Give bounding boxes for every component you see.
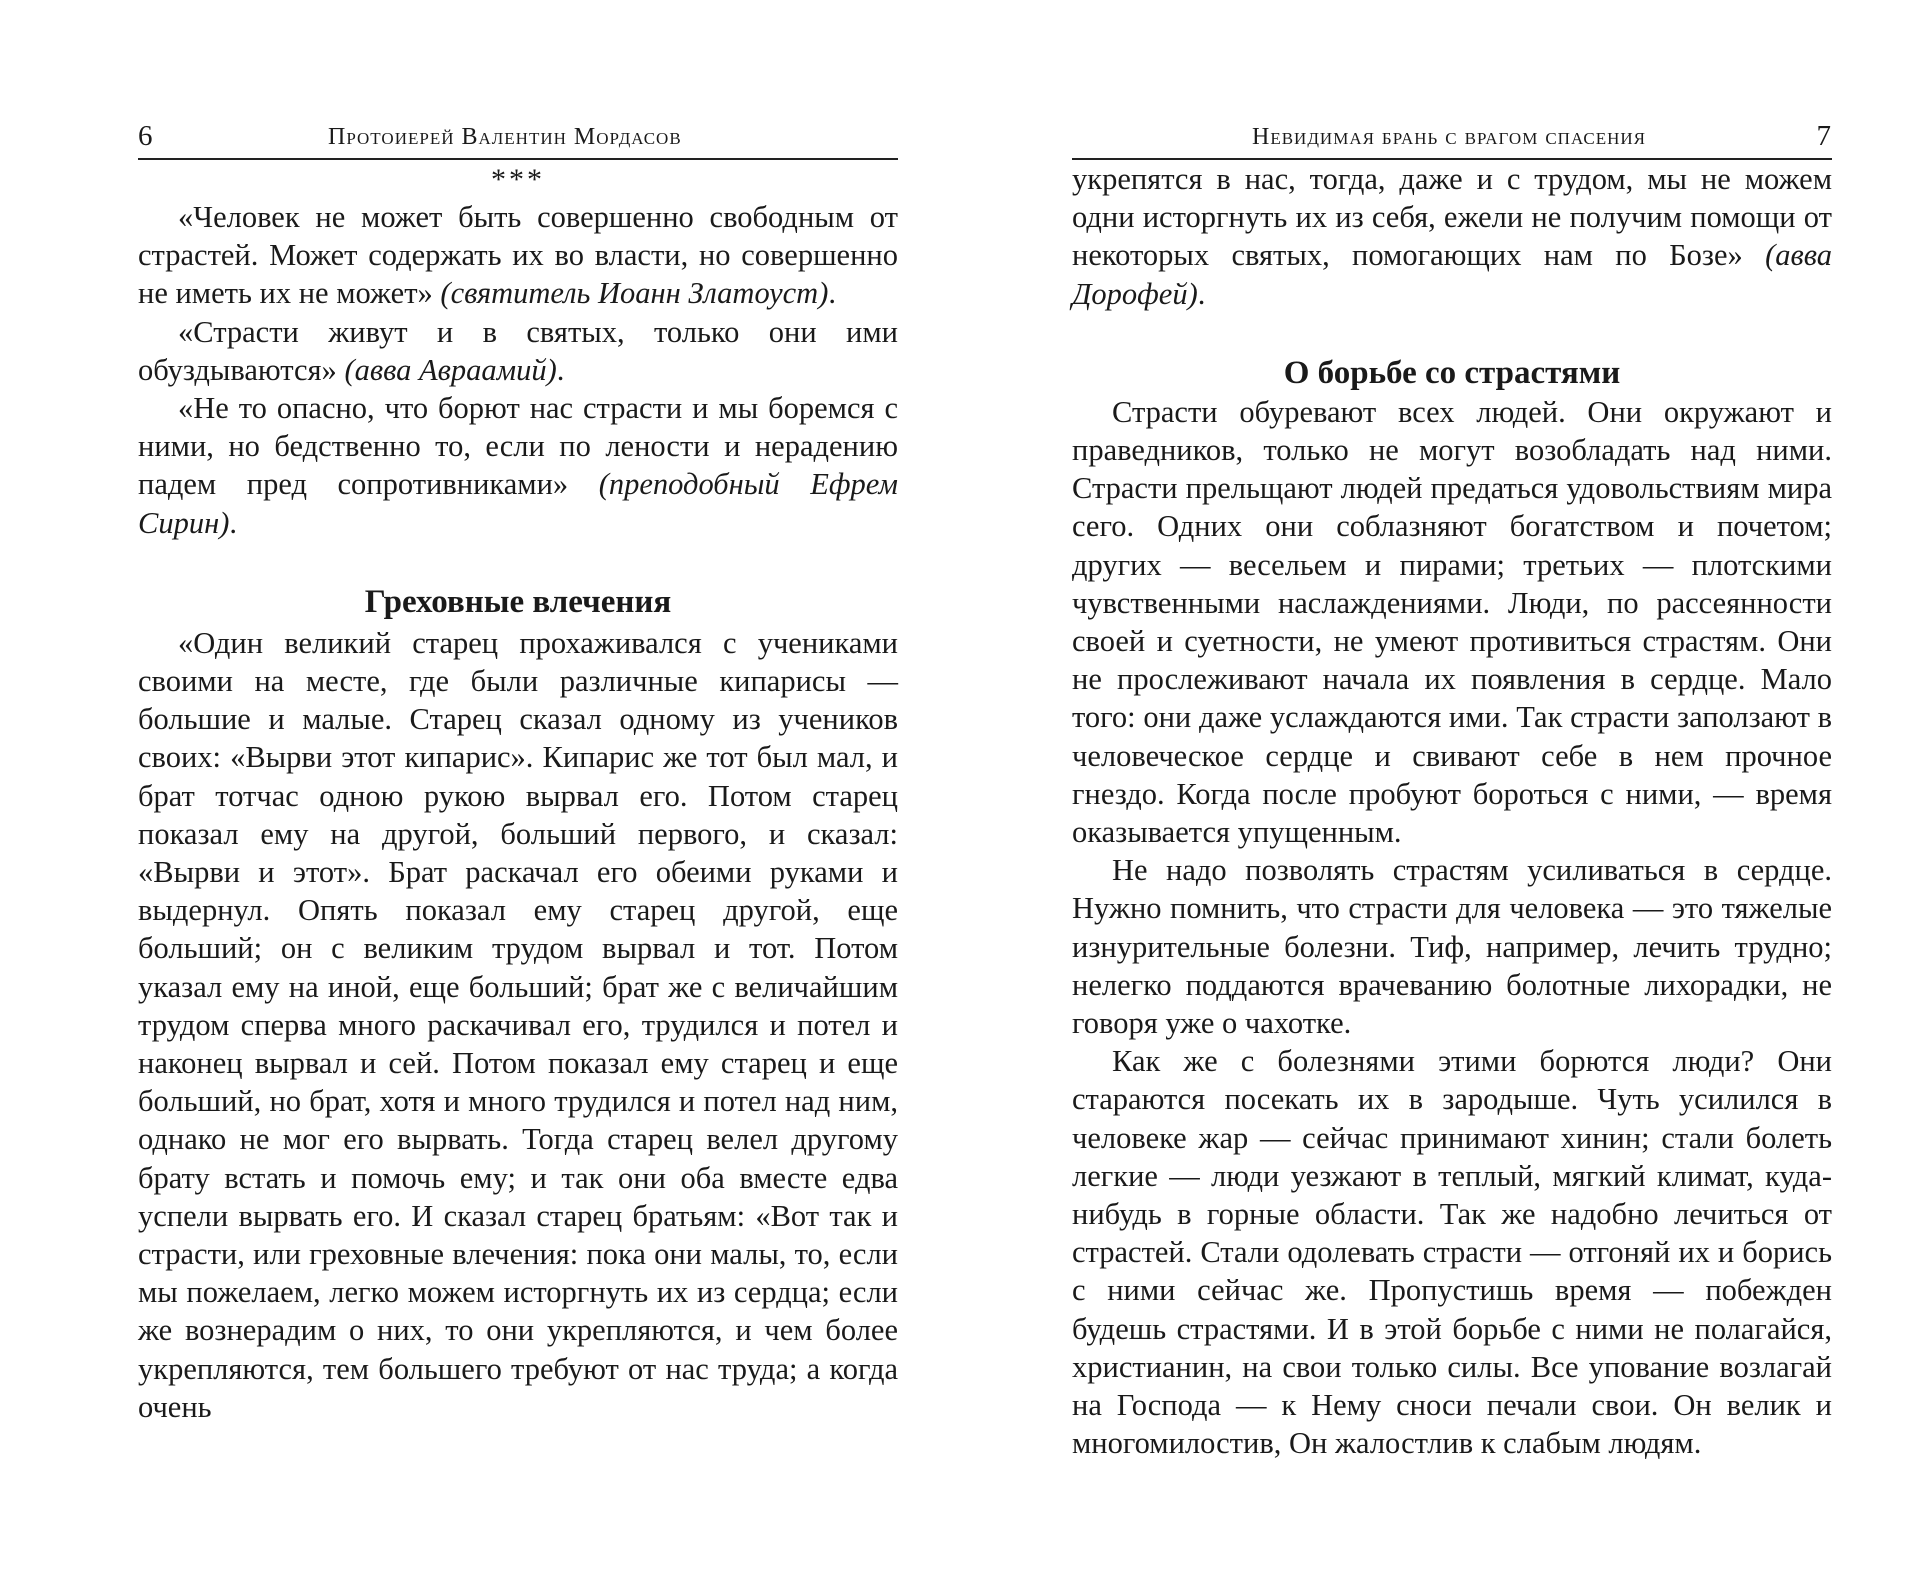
left-page-body <box>138 162 898 1426</box>
quote-source: (преподобный Ефрем Сирин) <box>138 467 898 540</box>
quote-source: (святитель Иоанн Златоуст) <box>440 276 829 311</box>
quote-paragraph: «Страсти живут и в святых, только они ими обуздываются» (авва Авраамий). <box>138 314 898 387</box>
quote-paragraph: «Не то опасно, что борют нас страсти и мы боремся с ними, но бедственно то, если по лености и нерадению падем пред сопротивниками» (преподобный Ефрем Сирин). <box>138 391 898 540</box>
continuation-paragraph: укрепятся в нас, тогда, даже и с трудом, мы не можем одни исторгнуть их из себя, ежели не получим помощи от некоторых святых, помогающих нам по Бозе» (авва Дорофей). <box>1072 162 1833 311</box>
quote-source: (авва Авраамий) <box>344 352 557 387</box>
left-page <box>138 118 898 1426</box>
quote-paragraph: «Человек не может быть совершенно свободным от страстей. Может содержать их во власти, но совершенно не иметь их не может» (святитель Иоанн Златоуст). <box>138 200 898 311</box>
page-number-right: 7 <box>1816 120 1832 152</box>
body-paragraph: Не надо позволять страстям усиливаться в сердце. Нужно помнить, что страсти для человека — это тяжелые изнурительные болезни. Тиф, например, лечить трудно; нелегко поддаются врачеванию болотные лихорадки, не говоря уже о чахотке. <box>1072 853 1832 1041</box>
left-page-header <box>138 118 898 160</box>
quote-text: «Не то опасно, что борют нас страсти и мы боремся с ними, но бедственно то, если по лености и нерадению падем пред сопротивниками» <box>138 391 898 502</box>
right-page-header <box>1072 118 1832 160</box>
quote-source: (авва Дорофей) <box>1072 238 1833 311</box>
page-number-left: 6 <box>138 120 154 152</box>
right-page-body <box>1072 160 1832 1463</box>
body-paragraph: Как же с болезнями этими борются люди? Они стараются посекать их в зародыше. Чуть усилился в человеке жар — сейчас принимают хинин; стали болеть легкие — люди уезжают в теплый, мягкий климат, куда-нибудь в горные области. Так же надобно лечиться от страстей. Стали одолевать страсти — отгоняй их и борись с ними сейчас же. Пропустишь время — побежден будешь страстями. И в этой борьбе с ними не полагайся, христианин, на свои только силы. Все упование возлагай на Господа — к Нему сноси печали свои. Он велик и многомилостив, Он жалостлив к слабым людям. <box>1072 1044 1832 1461</box>
quote-text: «Страсти живут и в святых, только они ими обуздываются» <box>138 314 898 387</box>
right-page <box>1072 118 1832 1463</box>
body-paragraph: Страсти обуревают всех людей. Они окружают и праведников, только не могут возобладать над ними. Страсти прельщают людей предаться удовольствиям мира сего. Одних они соблазняют богатством и почетом; других — весельем и пирами; третьих — плотскими чувственными наслаждениями. Люди, по рассеянности своей и суетности, не умеют противиться страстям. Они не прослеживают начала их появления в сердце. Мало того: они даже услаждаются ими. Так страсти заползают в человеческое сердце и свивают себе в нем прочное гнездо. Когда после пробуют бороться с ними, — время оказывается упущенным. <box>1072 394 1832 850</box>
quote-text: «Человек не может быть совершенно свободным от страстей. Может содержать их во власти, но совершенно не иметь их не может» <box>138 200 898 311</box>
section-heading-left: Греховные влечения <box>364 583 672 620</box>
quote-text: укрепятся в нас, тогда, даже и с трудом, мы не можем одни исторгнуть их из себя, ежели не получим помощи от некоторых святых, помогающих нам по Бозе» <box>1072 162 1832 273</box>
running-head-left: Протоиерей Валентин Мордасов <box>328 124 682 150</box>
running-head-right: Невидимая брань с врагом спасения <box>1252 124 1646 150</box>
section-separator: *** <box>491 163 545 196</box>
section-heading-right: О борьбе со страстями <box>1283 354 1621 391</box>
body-paragraph: «Один великий старец прохаживался с учениками своими на месте, где были различные кипарисы — большие и малые. Старец сказал одному из учеников своих: «Вырви этот кипарис». Кипарис же тот был мал, и брат тотчас одною рукою вырвал его. Потом старец показал ему на другой, больший первого, и сказал: «Вырви и этот». Брат раскачал его обеими руками и выдернул. Опять показал ему старец другой, еще больший; он с великим трудом вырвал и тот. Потом указал ему на иной, еще больший; брат же с величайшим трудом сперва много раскачивал его, трудился и потел и наконец вырвал и сей. Потом показал ему старец и еще больший, но брат, хотя и много трудился и потел над ним, однако не мог его вырвать. Тогда старец велел другому брату встать и помочь ему; и так они оба вместе едва успели вырвать его. И сказал старец братьям: «Вот так и страсти, или греховные влечения: пока они малы, то, если мы пожелаем, легко можем исторгнуть их из сердца; если же вознерадим о них, то они укрепляются, и чем более укрепляются, тем большего требуют от нас труда; а когда очень <box>138 625 898 1424</box>
